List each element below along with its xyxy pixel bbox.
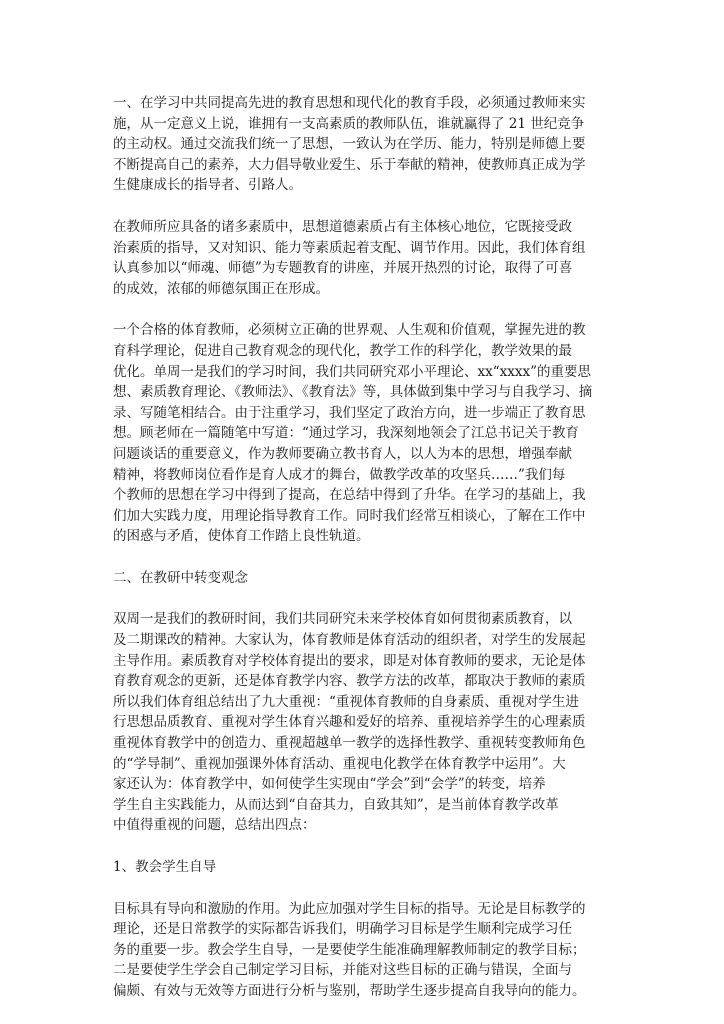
section-heading-2: 二、在教研中转变观念 xyxy=(113,569,248,586)
document-page xyxy=(113,93,615,1023)
paragraph-1: 一、在学习中共同提高先进的教育思想和现代化的教育手段，必须通过教师来实 施，从一定意义上说，谁拥有一支高素质的教师队伍，谁就赢得了 21 世纪竞争 的主动权。通过交流我们统一了思想，一致认为在学历、能力，特别是师德上要 不断提高自己的素养，大力倡导敬业爱生、乐于奉献的精神，使教师真正成为学 生健康成长的指导者、引路人。 xyxy=(113,95,586,194)
paragraph-5: 目标具有导向和激励的作用。为此应加强对学生目标的指导。无论是目标教学的 理论，还是日常教学的实际都告诉我们，明确学习目标是学生顺利完成学习任 务的重要一步。教会学生自导，一是要使学生能准确理解教师制定的教学目标； 二是要使学生学会自己制定学习目标，并能对这些目标的正确与错误，全面与 偏颇、有效与无效等方面进行分析与鉴别，帮助学生逐步提高自我导向的能力。 xyxy=(113,900,586,999)
subsection-heading-1: 1、教会学生自导 xyxy=(113,859,217,875)
paragraph-3: 一个合格的体育教师，必须树立正确的世界观、人生观和价值观，掌握先进的教 育科学理论，促进自己教育观念的现代化，教学工作的科学化，教学效果的最 优化。单周一是我们的学习时间，我们共同研究邓小平理论、xx“xxxx”的重要思 想、素质教育理论、《教师法》、《教育法》等，具体做到集中学习与自我学习、摘 录、写随笔相结合。由于注重学习，我们坚定了政治方向，进一步端正了教育思 想。顾老师在一篇随笔中写道：“通过学习，我深刻地领会了江总书记关于教育 问题谈话的重要意义，作为教师要确立教书育人，以人为本的思想，增强奉献 精神，将教师岗位看作是育人成才的舞台，做教学改革的攻坚兵……”我们每 个教师的思想在学习中得到了提高，在总结中得到了升华。在学习的基础上，我 们加大实践力度，用理论指导教育工作。同时我们经常互相谈心，了解在工作中 的困惑与矛盾，使体育工作踏上良性轨道。 xyxy=(113,322,593,545)
paragraph-4: 双周一是我们的教研时间，我们共同研究未来学校体育如何贯彻素质教育，以 及二期课改的精神。大家认为，体育教师是体育活动的组织者，对学生的发展起 主导作用。素质教育对学校体育提出的要求，即是对体育教师的要求，无论是体 育教育观念的更新，还是体育教学内容、教学方法的改革，都取决于教师的素质 所以我们体育组总结出了九大重视：“重视体育教师的自身素质、重视对学生进 行思想品质教育、重视对学生体育兴趣和爱好的培养、重视培养学生的心理素质 重视体育教学中的创造力、重视超越单一教学的选择性教学、重视转变教师角色 的“学导制”、重视加强课外体育活动、重视电化教学在体育教学中运用”。大 家还认为：体育教学中，如何使学生实现由“学会”到“会学”的转变，培养 学生自主实践能力，从而达到“自奋其力，自致其知”，是当前体育教学改革 中值得重视的问题，总结出四点： xyxy=(113,611,586,834)
paragraph-2: 在教师所应具备的诸多素质中，思想道德素质占有主体核心地位，它既接受政 治素质的指导，又对知识、能力等素质起着支配、调节作用。因此，我们体育组 认真参加以“师魂、师德”为专题教育的讲座，并展开热烈的讨论，取得了可喜 的成效，浓郁的师德氛围正在形成。 xyxy=(113,218,586,297)
